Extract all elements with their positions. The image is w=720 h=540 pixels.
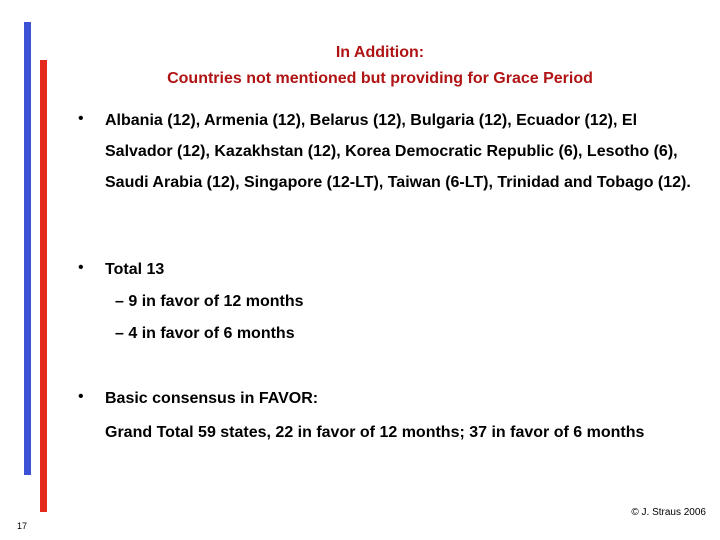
- bullet-consensus: [78, 383, 698, 448]
- bullet-marker: •: [78, 110, 84, 127]
- decorative-blue-bar: [24, 22, 31, 475]
- subitem-12-months: – 9 in favor of 12 months: [115, 293, 304, 310]
- bullet-consensus-line-1: Basic consensus in FAVOR:: [105, 390, 319, 407]
- slide-title: [60, 40, 700, 92]
- bullet-countries: [78, 105, 698, 198]
- title-line-1: In Addition:: [335, 44, 425, 61]
- title-line-2: Countries not mentioned but providing for Grace Period: [167, 70, 593, 87]
- copyright-notice: © J. Straus 2006: [631, 507, 706, 518]
- decorative-red-bar: [40, 60, 47, 512]
- bullet-consensus-line-2: Grand Total 59 states, 22 in favor of 12 months; 37 in favor of 6 months: [105, 424, 645, 441]
- bullet-total-text: Total 13: [105, 261, 165, 278]
- bullet-marker: •: [78, 388, 84, 405]
- bullet-countries-text: Albania (12), Armenia (12), Belarus (12), Bulgaria (12), Ecuador (12), El Salvador (12), Kazakhstan (12), Korea Democratic Republic (6), Lesotho (6), Saudi Arabia (12), Singapore (12-LT), Taiwan (6-LT), Trinidad and Tobago (12).: [105, 112, 691, 191]
- bullet-marker: •: [78, 259, 84, 276]
- bullet-total: [78, 254, 698, 285]
- subitem-6-months: – 4 in favor of 6 months: [115, 325, 295, 342]
- page-number: 17: [17, 521, 28, 531]
